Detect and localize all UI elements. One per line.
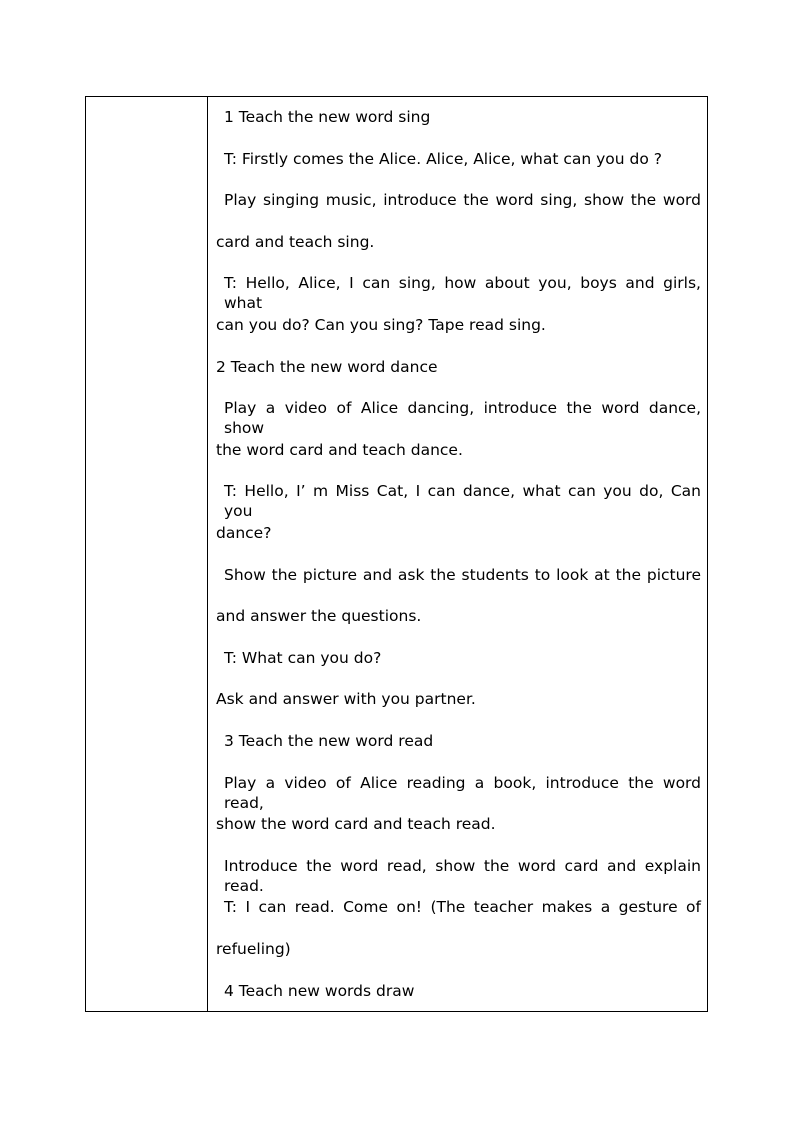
text-line: refueling)	[216, 940, 291, 958]
text-line: card and teach sing.	[216, 232, 375, 251]
text-line: dance?	[216, 524, 272, 542]
text-line: Show the picture and ask the students to look at the picture	[224, 565, 701, 584]
text-line: T: I can read. Come on! (The teacher makes a gesture of	[224, 898, 701, 917]
text-line: show the word card and teach read.	[216, 815, 496, 834]
text-line: 4 Teach new words draw	[224, 981, 415, 1000]
text-line: 2 Teach the new word dance	[216, 357, 438, 376]
text-line: and answer the questions.	[216, 607, 422, 626]
table-content-cell	[208, 97, 707, 1011]
text-line: T: Hello, Alice, I can sing, how about you, boys and girls, what	[224, 274, 701, 313]
text-line: the word card and teach dance.	[216, 440, 463, 459]
text-line: T: Firstly comes the Alice. Alice, Alice, what can you do ?	[224, 149, 662, 168]
text-line: Play a video of Alice dancing, introduce the word dance, show	[224, 399, 701, 438]
lesson-table	[85, 96, 708, 1012]
text-line: 3 Teach the new word read	[224, 732, 434, 750]
text-line: T: What can you do?	[224, 648, 382, 667]
text-line: Ask and answer with you partner.	[216, 690, 476, 709]
text-line: Play singing music, introduce the word sing, show the word	[224, 191, 701, 210]
text-line: can you do? Can you sing? Tape read sing.	[216, 316, 546, 334]
text-line: 1 Teach the new word sing	[224, 108, 431, 126]
table-left-cell	[86, 97, 208, 1011]
text-line: Play a video of Alice reading a book, introduce the word read,	[224, 773, 701, 812]
text-line: Introduce the word read, show the word card and explain read.	[224, 856, 701, 895]
text-line: T: Hello, I’ m Miss Cat, I can dance, what can you do, Can you	[224, 482, 701, 521]
